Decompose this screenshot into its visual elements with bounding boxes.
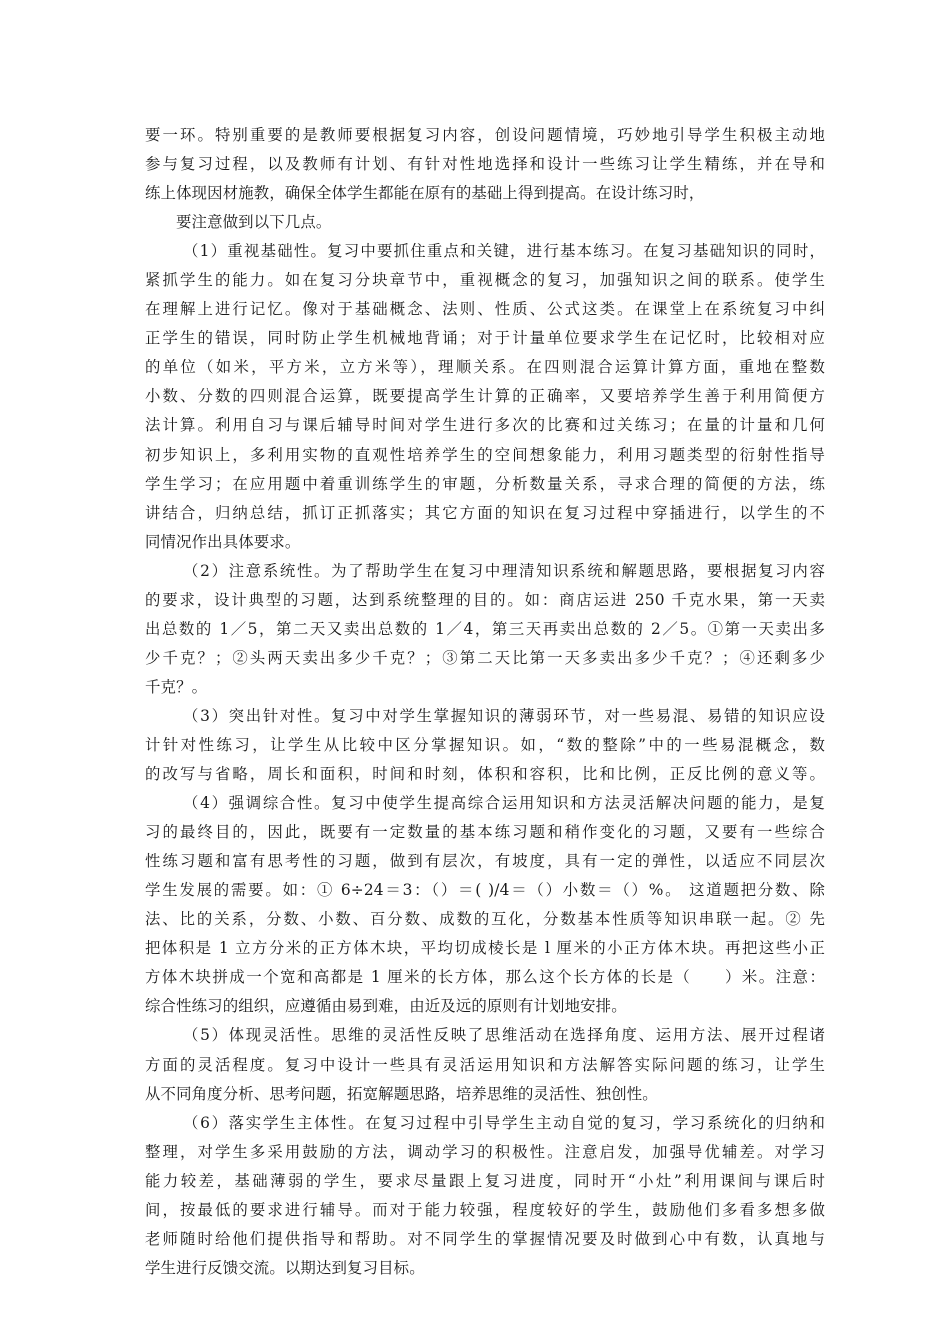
text-line: （5）体现灵活性。思维的灵活性反映了思维活动在选择角度、运用方法、展开过程诸 <box>183 1026 825 1045</box>
text-line: 的要求，设计典型的习题，达到系统整理的目的。如：商店运进 250 千克水果，第一天卖 <box>145 590 825 609</box>
text-line: 法计算。利用自习与课后辅导时间对学生进行多次的比赛和过关练习；在量的计量和几何 <box>145 416 825 435</box>
text-line: 学生学习；在应用题中着重训练学生的审题，分析数量关系，寻求合理的简便的方法，练 <box>145 474 825 493</box>
text-line: （1）重视基础性。复习中要抓住重点和关键，进行基本练习。在复习基础知识的同时， <box>183 242 825 261</box>
text-line: 同情况作出具体要求。 <box>145 532 301 551</box>
text-line: 小数、分数的四则混合运算，既要提高学生计算的正确率，又要培养学生善于利用简便方 <box>145 387 825 406</box>
document-body <box>145 121 825 1283</box>
text-line: 要注意做到以下几点。 <box>176 213 332 232</box>
text-line: 整理，对学生多采用鼓励的方法，调动学习的积极性。注意启发，加强导优辅差。对学习 <box>145 1142 825 1161</box>
text-line: 法、比的关系，分数、小数、百分数、成数的互化，分数基本性质等知识串联一起。② 先 <box>145 910 825 929</box>
text-line: 从不同角度分析、思考问题，拓宽解题思路，培养思维的灵活性、独创性。 <box>145 1084 658 1103</box>
text-line: 少千克？；②头两天卖出多少千克？；③第二天比第一天多卖出多少千克？；④还剩多少 <box>145 648 825 667</box>
text-line: 间，按最低的要求进行辅导。而对于能力较强，程度较好的学生，鼓励他们多看多想多做 <box>145 1200 825 1219</box>
text-line: 的单位（如米，平方米，立方米等），理顺关系。在四则混合运算计算方面，重地在整数 <box>145 358 825 377</box>
text-line: 计针对性练习，让学生从比较中区分掌握知识。如，“数的整除”中的一些易混概念，数 <box>145 735 825 754</box>
text-line: 紧抓学生的能力。如在复习分块章节中，重视概念的复习，加强知识之间的联系。使学生 <box>145 271 825 290</box>
text-line: 性练习题和富有思考性的习题，做到有层次，有坡度，具有一定的弹性，以适应不同层次 <box>145 852 825 871</box>
text-line: 练上体现因材施教，确保全体学生都能在原有的基础上得到提高。在设计练习时， <box>145 184 705 203</box>
text-line: （3）突出针对性。复习中对学生掌握知识的薄弱环节，对一些易混、易错的知识应设 <box>183 706 825 725</box>
text-line: 初步知识上，多利用实物的直观性培养学生的空间想象能力，利用习题类型的衍射性指导 <box>145 445 825 464</box>
text-line: （2）注意系统性。为了帮助学生在复习中理清知识系统和解题思路，要根据复习内容 <box>183 561 825 580</box>
text-line: （6）落实学生主体性。在复习过程中引导学生主动自觉的复习，学习系统化的归纳和 <box>183 1113 825 1132</box>
text-line: 正学生的错误，同时防止学生机械地背诵；对于计量单位要求学生在记忆时，比较相对应 <box>145 329 825 348</box>
text-line: 参与复习过程，以及教师有计划、有针对性地选择和设计一些练习让学生精练，并在导和 <box>145 155 825 174</box>
text-line: 千克？。 <box>145 677 208 696</box>
text-line: （4）强调综合性。复习中使学生提高综合运用知识和方法灵活解决问题的能力，是复 <box>183 794 825 813</box>
text-line: 老师随时给他们提供指导和帮助。对不同学生的掌握情况要及时做到心中有数，认真地与 <box>145 1229 825 1248</box>
text-line: 要一环。特别重要的是教师要根据复习内容，创设问题情境，巧妙地引导学生积极主动地 <box>145 126 825 144</box>
text-line: 把体积是 1 立方分米的正方体木块，平均切成棱长是 l 厘米的小正方体木块。再把这些小正 <box>145 939 825 958</box>
text-line: 方面的灵活程度。复习中设计一些具有灵活运用知识和方法解答实际问题的练习，让学生 <box>145 1055 825 1074</box>
text-line: 学生发展的需要。如：① 6÷24＝3：（）＝( )/4＝（）小数＝（）%。 这道题把分数、除 <box>145 881 825 900</box>
text-line: 习的最终目的，因此，既要有一定数量的基本练习题和稍作变化的习题，又要有一些综合 <box>145 823 825 842</box>
text-line: 能力较差，基础薄弱的学生，要求尽量跟上复习进度，同时开“小灶”利用课间与课后时 <box>145 1171 825 1190</box>
text-line: 的改写与省略，周长和面积，时间和时刻，体积和容积，比和比例，正反比例的意义等。 <box>145 765 825 784</box>
text-line: 学生进行反馈交流。以期达到复习目标。 <box>145 1258 425 1277</box>
text-line: 在理解上进行记忆。像对于基础概念、法则、性质、公式这类。在课堂上在系统复习中纠 <box>145 300 825 319</box>
text-line: 综合性练习的组织，应遵循由易到难，由近及远的原则有计划地安排。 <box>145 997 627 1016</box>
text-line: 出总数的 1／5，第二天又卖出总数的 1／4，第三天再卖出总数的 2／5。①第一天卖出多 <box>145 619 825 638</box>
text-line: 讲结合，归纳总结，抓订正抓落实；其它方面的知识在复习过程中穿插进行，以学生的不 <box>145 503 825 522</box>
text-line: 方体木块拼成一个宽和高都是 1 厘米的长方体，那么这个长方体的长是（ ）米。注意： <box>145 968 825 987</box>
